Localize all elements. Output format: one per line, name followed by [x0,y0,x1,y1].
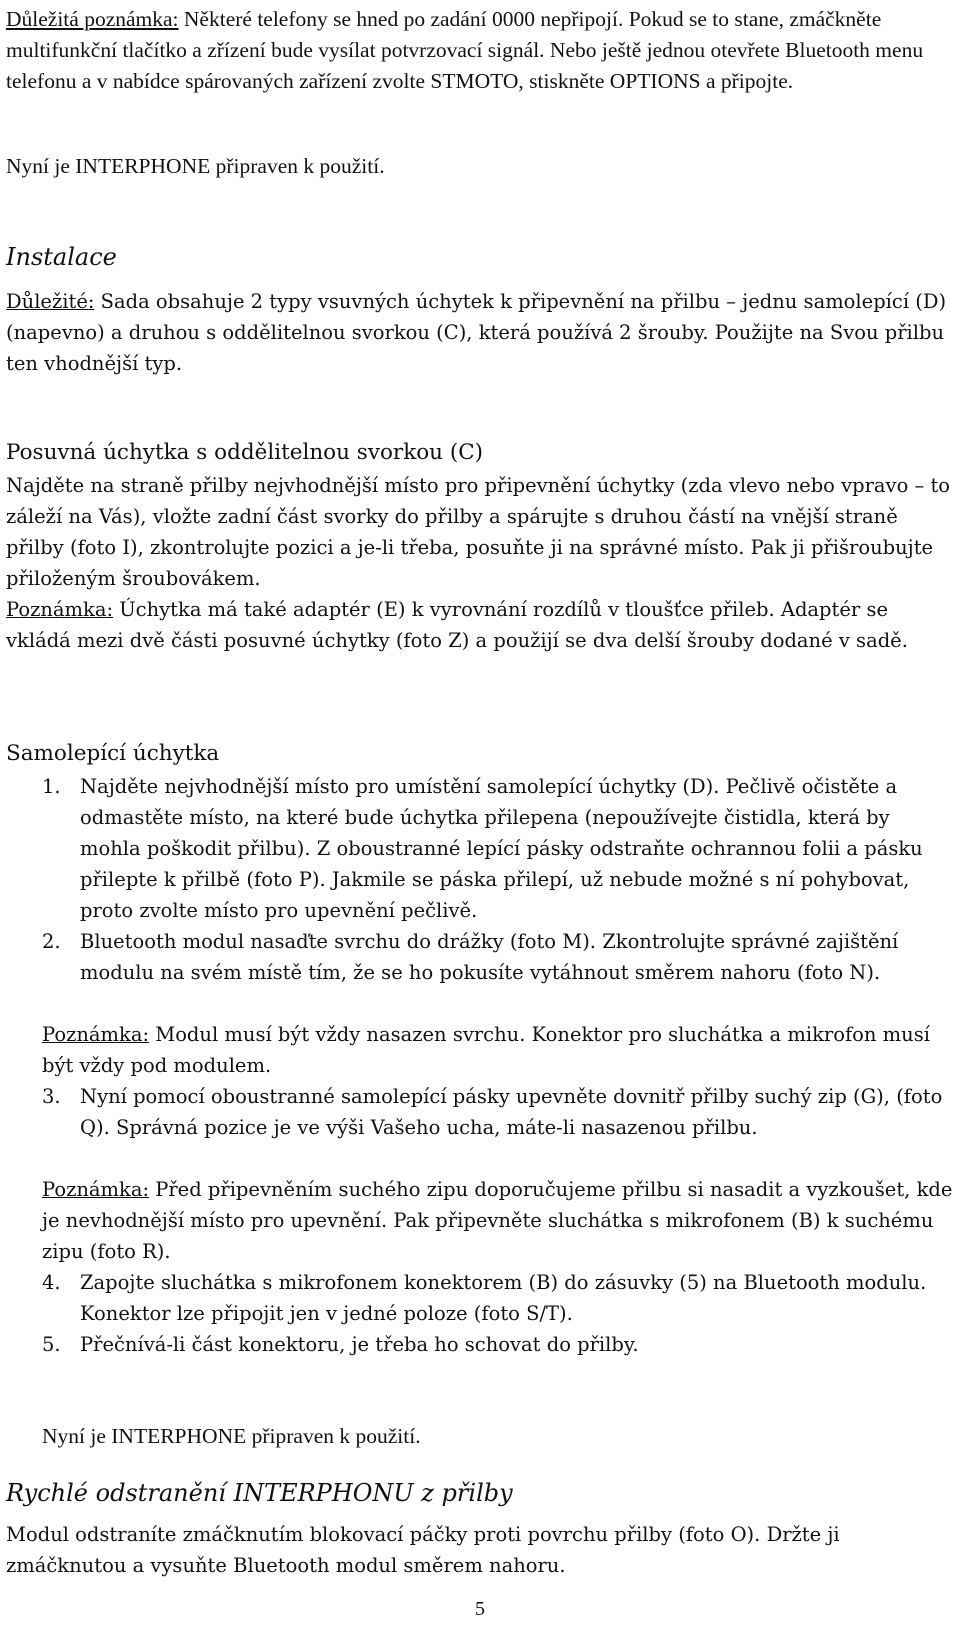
list-item-text: Bluetooth modul nasaďte svrchu do drážky (foto M). Zkontrolujte správné zajištění modulu na svém místě tím, že se ho pokusíte vytáhnout směrem nahoru (foto N). [80,930,899,984]
list-item [42,1081,954,1143]
adhesive-note-2-text: Před připevněním suchého zipu doporučujeme přilbu si nasadit a vyzkoušet, kde je nevhodnější místo pro upevnění. Pak připevněte sluchátka s mikrofonem (B) k suchému zipu (foto R). [42,1178,953,1263]
list-item-number: 4. [42,1271,61,1294]
install-important-label: Důležité: [6,290,95,313]
list-item [42,1267,954,1329]
list-item-text: Přečnívá-li část konektoru, je třeba ho schovat do přilby. [80,1333,639,1356]
install-heading: Instalace [6,243,117,271]
list-item-number: 2. [42,930,61,953]
adhesive-note-2-label: Poznámka: [42,1178,150,1201]
list-item-text: Zapojte sluchátka s mikrofonem konektorem (B) do zásuvky (5) na Bluetooth modulu. Konektor lze připojit jen v jedné poloze (foto S/T). [80,1271,927,1325]
adhesive-note-1-label: Poznámka: [42,1023,150,1046]
list-item-number: 1. [42,775,61,798]
install-important-text: Sada obsahuje 2 typy vsuvných úchytek k připevnění na přilbu – jednu samolepící (D) (napevno) a druhou s oddělitelnou svorkou (C), která používá 2 šrouby. Použijte na Svou přilbu ten vhodnější typ. [6,290,947,375]
slide-mount-heading: Posuvná úchytka s oddělitelnou svorkou (C) [6,440,484,465]
slide-mount-note-text: Úchytka má také adaptér (E) k vyrovnání rozdílů v tloušťce přileb. Adaptér se vkládá mezi dvě části posuvné úchytky (foto Z) a použijí se dva delší šrouby dodané v sadě. [6,598,908,652]
adhesive-note-1 [42,1019,954,1081]
slide-mount-note [6,594,954,656]
install-important [6,286,954,379]
removal-text: Modul odstraníte zmáčknutím blokovací páčky proti povrchu přilby (foto O). Držte ji zmáčknutou a vysuňte Bluetooth modul směrem nahoru. [6,1523,840,1577]
list-item [42,1329,954,1360]
adhesive-note-2 [42,1174,954,1267]
intro-note [6,4,954,97]
adhesive-ready: Nyní je INTERPHONE připraven k použití. [42,1424,421,1448]
list-item-number: 3. [42,1085,61,1108]
intro-note-text: Některé telefony se hned po zadání 0000 nepřipojí. Pokud se to stane, zmáčkněte multifunkční tlačítko a zřízení bude vysílat potvrzovací signál. Nebo ještě jednou otevřete Bluetooth menu telefonu a v nabídce spárovaných zařízení zvolte STMOTO, stiskněte OPTIONS a připojte. [6,7,924,93]
removal-heading: Rychlé odstranění INTERPHONU z přilby [6,1479,513,1507]
adhesive-mount-heading: Samolepící úchytka [6,741,220,766]
adhesive-note-1-text: Modul musí být vždy nasazen svrchu. Konektor pro sluchátka a mikrofon musí být vždy pod modulem. [42,1023,930,1077]
slide-mount-note-label: Poznámka: [6,598,114,621]
page-number: 5 [475,1598,485,1620]
list-item-text: Nyní pomocí oboustranné samolepící pásky upevněte dovnitř přilby suchý zip (G), (foto Q). Správná pozice je ve výši Vašeho ucha, máte-li nasazenou přilbu. [80,1085,943,1139]
intro-ready: Nyní je INTERPHONE připraven k použití. [6,154,385,178]
list-item-number: 5. [42,1333,61,1356]
list-item-text: Najděte nejvhodnější místo pro umístění samolepící úchytky (D). Pečlivě očistěte a odmastěte místo, na které bude úchytka přilepena (nepoužívejte čistidla, která by mohla poškodit přilbu). Z oboustranné lepící pásky odstraňte ochrannou folii a pásku přilepte k přilbě (foto P). Jakmile se páska přilepí, už nebude možné s ní pohybovat, proto zvolte místo pro upevnění pečlivě. [80,775,923,922]
list-item [42,926,954,988]
list-item [42,771,954,926]
slide-mount-text: Najděte na straně přilby nejvhodnější místo pro připevnění úchytky (zda vlevo nebo vpravo – to záleží na Vás), vložte zadní část svorky do přilby a spárujte s druhou částí na vnější straně přilby (foto I), zkontrolujte pozici a je-li třeba, posuňte ji na správné místo. Pak ji přišroubujte přiloženým šroubovákem. [6,474,951,590]
intro-note-label: Důležitá poznámka: [6,7,179,31]
